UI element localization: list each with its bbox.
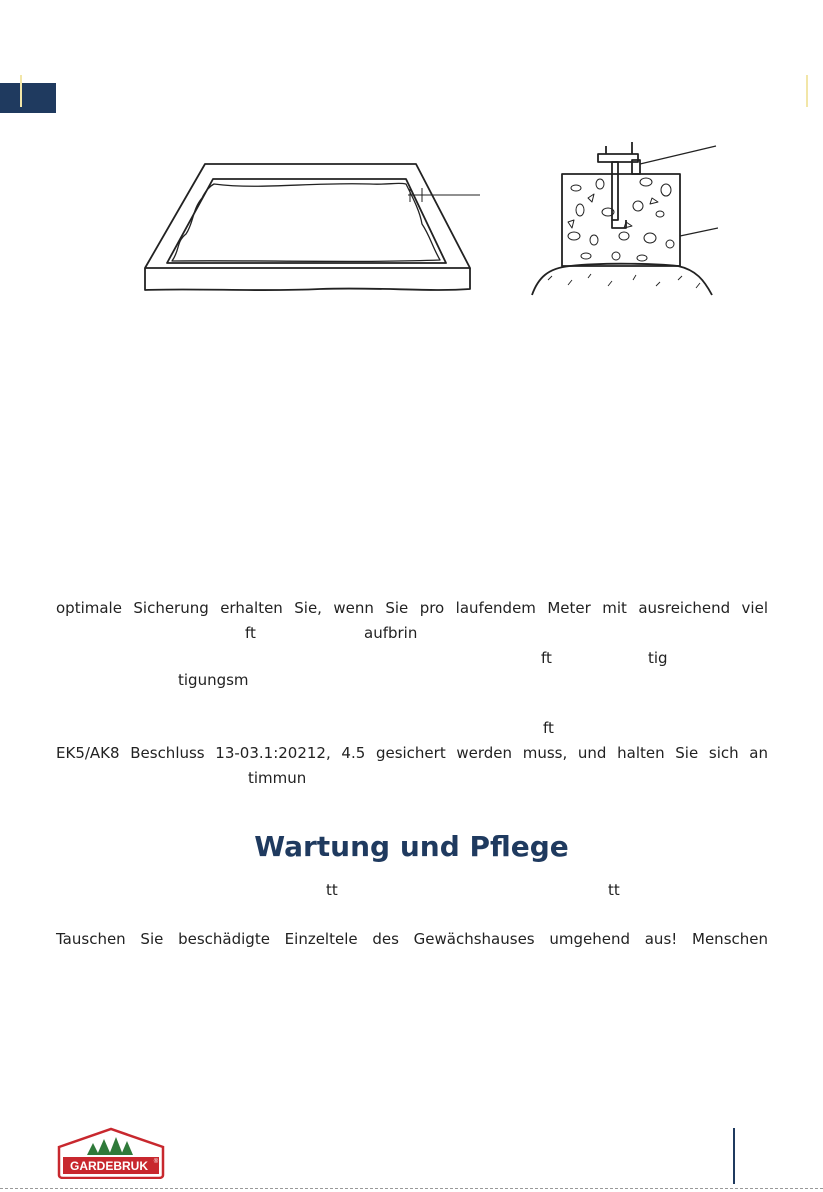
bottom-crop-line xyxy=(0,1188,823,1189)
paragraph-line: optimale Sicherung erhalten Sie, wenn Sie pro laufendem Meter mit ausreichend viel xyxy=(56,599,768,617)
text-fragment: ft xyxy=(245,624,256,642)
logo-text: GARDEBRUK xyxy=(70,1159,148,1173)
post-anchor-in-concrete-diagram xyxy=(528,140,718,304)
text-fragment: tt xyxy=(608,881,620,899)
edge-mark xyxy=(20,75,22,107)
frame-with-gap-diagram xyxy=(140,150,485,304)
logo-mark: ® xyxy=(153,1159,159,1165)
text-fragment: tigungsm xyxy=(178,671,249,689)
paragraph-line: Tauschen Sie beschädigte Einzeltele des Gewächshauses umgehend aus! Menschen xyxy=(56,930,768,948)
section-tab-marker xyxy=(0,83,56,113)
page-number-rule xyxy=(733,1128,735,1184)
section-heading: Wartung und Pflege xyxy=(254,830,569,863)
text-fragment: aufbrin xyxy=(364,624,418,642)
text-fragment: ft xyxy=(541,649,552,667)
text-fragment: ft xyxy=(543,719,554,737)
edge-mark xyxy=(806,75,808,107)
text-fragment: tig xyxy=(648,649,668,667)
text-fragment: timmun xyxy=(248,769,307,787)
paragraph-line: EK5/AK8 Beschluss 13-03.1:20212, 4.5 gesichert werden muss, und halten Sie sich an xyxy=(56,744,768,762)
text-fragment: tt xyxy=(326,881,338,899)
brand-logo xyxy=(57,1127,165,1183)
